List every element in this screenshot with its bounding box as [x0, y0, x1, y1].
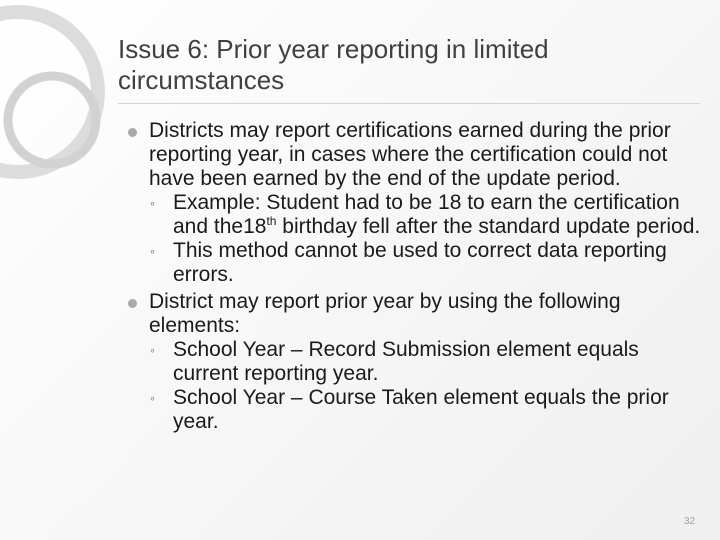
deco-circle-inner — [8, 76, 96, 164]
bullet-text: Districts may report certifications earned during the prior reporting year, in cases where the certification could not have been earned by the end of the update period. — [149, 119, 671, 190]
round-bullet-icon — [128, 128, 137, 137]
title-divider — [118, 103, 700, 104]
round-bullet-icon — [128, 299, 137, 308]
sub-bullet-text: This method cannot be used to correct data reporting errors. — [173, 239, 667, 286]
hollow-circle-bullet-icon: ◦ — [150, 390, 155, 406]
hollow-circle-bullet-icon: ◦ — [150, 342, 155, 358]
bullet-text: District may report prior year by using the following elements: — [149, 290, 621, 337]
slide-body — [128, 116, 708, 434]
sub-bullet-item — [128, 191, 708, 239]
sub-bullet-text-part: birthday fell after the standard update period. — [276, 215, 701, 238]
bullet-item — [128, 119, 708, 191]
sub-bullet-item — [128, 239, 708, 287]
bullet-item — [128, 290, 708, 338]
sub-bullet-text: School Year – Course Taken element equals the prior year. — [173, 386, 669, 433]
sub-bullet-text-part: Example: Student had to be 18 to earn the certification and the18 — [173, 191, 680, 238]
decorative-circles — [0, 0, 130, 200]
sub-bullet-item — [128, 386, 708, 434]
superscript-ordinal: th — [266, 214, 277, 228]
slide-title: Issue 6: Prior year reporting in limited circumstances — [118, 34, 549, 95]
sub-bullet-item — [128, 338, 708, 386]
hollow-circle-bullet-icon: ◦ — [150, 195, 155, 211]
sub-bullet-text — [173, 191, 700, 238]
page-number: 32 — [684, 516, 696, 527]
sub-bullet-text: School Year – Record Submission element equals current reporting year. — [173, 338, 639, 385]
hollow-circle-bullet-icon: ◦ — [150, 243, 155, 259]
